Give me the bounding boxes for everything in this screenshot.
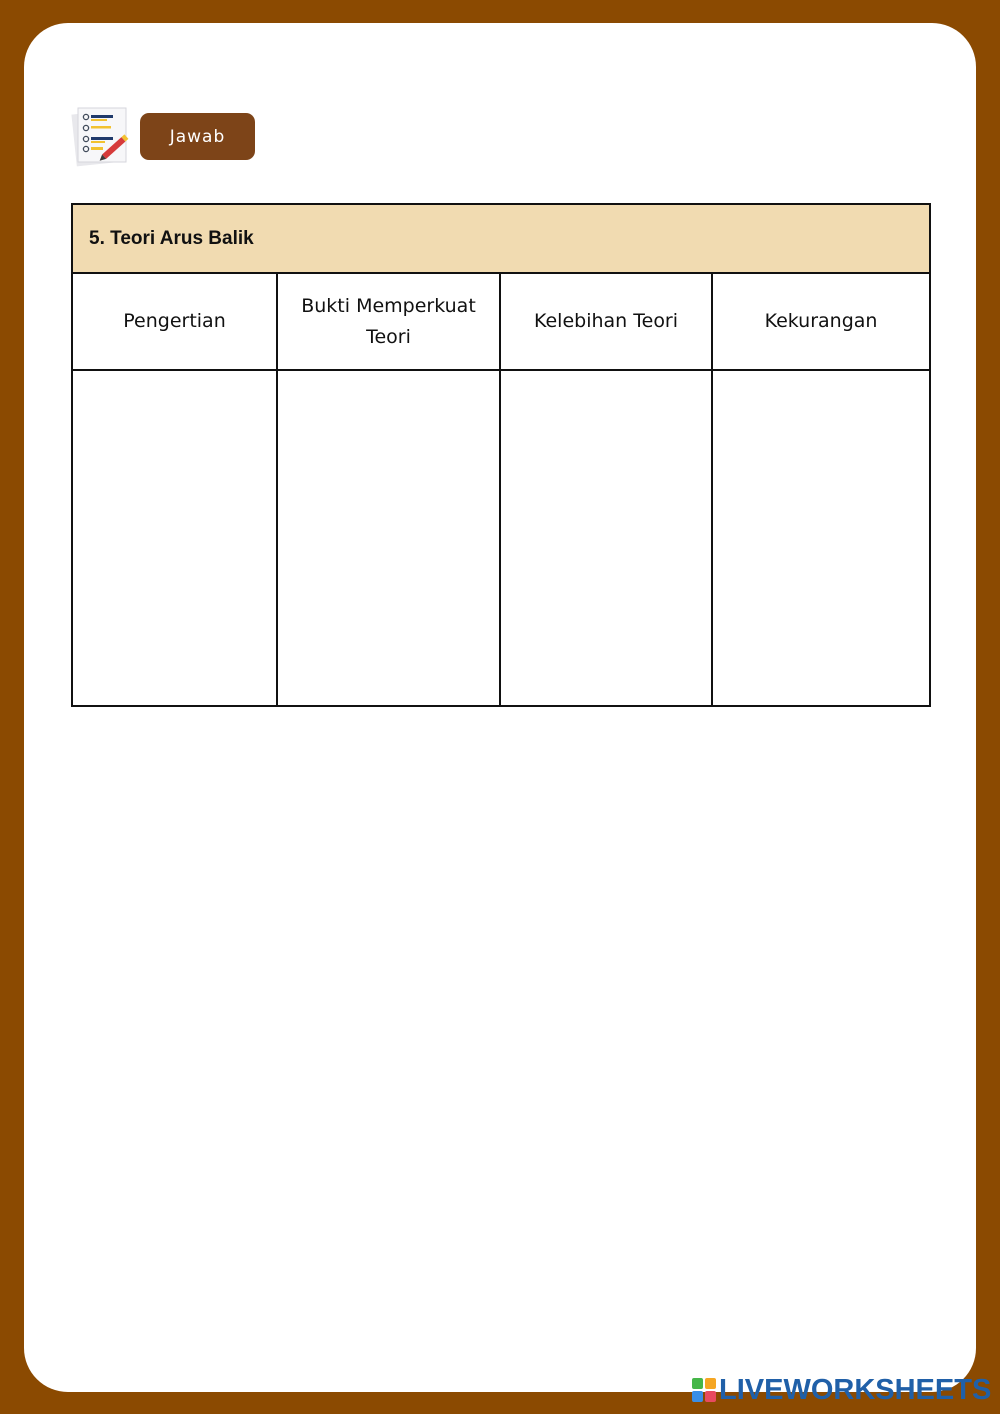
column-header-bukti: Bukti Memperkuat Teori	[277, 273, 500, 370]
answer-cell-kelebihan[interactable]	[500, 370, 712, 706]
jawab-button[interactable]: Jawab	[140, 113, 255, 160]
column-header-kelebihan: Kelebihan Teori	[500, 273, 712, 370]
brand-name: LIVEWORKSHEETS	[719, 1374, 992, 1406]
checklist-icon	[70, 104, 132, 168]
column-header-kekurangan: Kekurangan	[712, 273, 930, 370]
logo-squares-icon	[692, 1378, 716, 1402]
table-title: 5. Teori Arus Balik	[72, 204, 930, 273]
answer-table	[71, 203, 931, 707]
answer-cell-bukti[interactable]	[277, 370, 500, 706]
answer-cell-kekurangan[interactable]	[712, 370, 930, 706]
liveworksheets-logo	[692, 1376, 991, 1404]
column-header-pengertian: Pengertian	[72, 273, 277, 370]
answer-cell-pengertian[interactable]	[72, 370, 277, 706]
